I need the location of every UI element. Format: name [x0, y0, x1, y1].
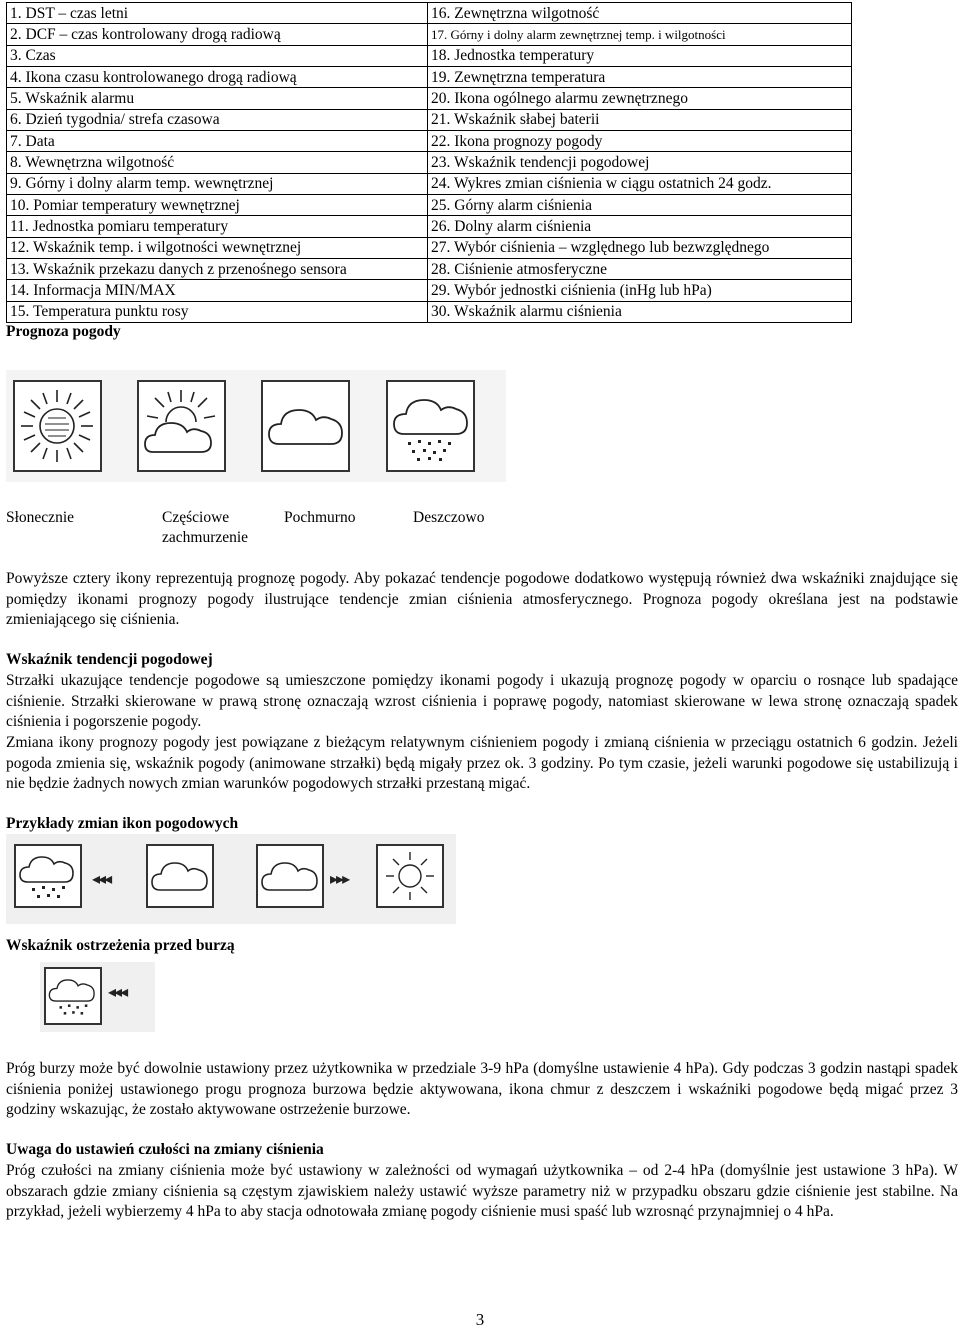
legend-item-left: 10. Pomiar temperatury wewnętrznej: [7, 195, 428, 216]
legend-row: [7, 301, 852, 322]
page-number: 3: [475, 1310, 485, 1329]
legend-item-left: 13. Wskaźnik przekazu danych z przenośnego sensora: [7, 259, 428, 280]
legend-item-right: 19. Zewnętrzna temperatura: [428, 67, 852, 88]
rain-cloud-icon: [386, 380, 475, 472]
forecast-paragraph: Powyższe cztery ikony reprezentują prognozę pogody. Aby pokazać tendencje pogodowe dodatkowo występują również dwa wskaźniki znajdujące się pomiędzy ikonami prognozy pogody ilustrujące tendencje zmian ciśnienia atmosferycznego. Prognoza pogody określana jest na podstawie zmieniającego się ciśnienia.: [6, 570, 958, 628]
legend-item-right: 26. Dolny alarm ciśnienia: [428, 216, 852, 237]
caption-partly-line2: zachmurzenie: [162, 529, 249, 546]
legend-item-right: 22. Ikona prognozy pogody: [428, 131, 852, 152]
legend-row: [7, 195, 852, 216]
legend-item-right: 20. Ikona ogólnego alarmu zewnętrznego: [428, 88, 852, 109]
legend-item-right: 17. Górny i dolny alarm zewnętrznej temp. i wilgotności: [428, 24, 852, 45]
right-arrows-icon: ▸▸▸: [330, 871, 349, 888]
legend-body: [7, 3, 852, 323]
legend-item-right: 29. Wybór jednostki ciśnienia (inHg lub hPa): [428, 280, 852, 301]
tendency-paragraph-2: Zmiana ikony prognozy pogody jest powiązane z bieżącym relatywnym ciśnieniem pogody i zmianą ciśnienia w przeciągu ostatnich 6 godzin. Jeżeli pogoda zmienia się, wskaźnik pogody (animowane strzałki) będą migały przez ok. 3 godziny. Po tym czasie, jeżeli warunki pogodowe się ustabilizują i nie będzie żadnych nowych zmian warunków pogodowych strzałki przestaną migać.: [6, 734, 958, 792]
sensitivity-paragraph: Próg czułości na zmiany ciśnienia może być ustawiony w zależności od wymagań użytkownika – od 2-4 hPa (domyślnie jest ustawione 3 hPa). W obszarach gdzie zmiany ciśnienia są częstym zjawiskiem należy ustawić wyższe parametry niż w przypadku obszaru gdzie ciśnienie jest stabilne. Na przykład, jeżeli wybierzemy 4 hPa to aby stacja odnotowała zmianę pogody ciśnienie musi spaść lub wzrosnąć przynajmniej o 4 hPa.: [6, 1162, 958, 1220]
legend-item-right: 21. Wskaźnik słabej baterii: [428, 109, 852, 130]
storm-paragraph: Próg burzy może być dowolnie ustawiony przez użytkownika w przedziale 3-9 hPa (domyślne ustawienie 4 hPa). Gdy podczas 3 godzin nastąpi spadek ciśnienia poniżej ustawionego progu prognoza burzowa będzie aktywowana, ikona chmur z deszczem i wskaźniki pogodowe będą migać przez 3 godziny wskazując, że zostało aktywowane ostrzeżenie burzowe.: [6, 1060, 958, 1118]
legend-row: [7, 280, 852, 301]
legend-row: [7, 88, 852, 109]
rain-cloud-icon: [44, 967, 102, 1025]
legend-item-left: 9. Górny i dolny alarm temp. wewnętrznej: [7, 173, 428, 194]
legend-item-left: 6. Dzień tygodnia/ strefa czasowa: [7, 109, 428, 130]
legend-row: [7, 109, 852, 130]
cloud-icon: [256, 844, 324, 908]
legend-row: [7, 45, 852, 66]
legend-item-right: 30. Wskaźnik alarmu ciśnienia: [428, 301, 852, 322]
legend-item-left: 11. Jednostka pomiaru temperatury: [7, 216, 428, 237]
legend-row: [7, 173, 852, 194]
legend-table: [6, 2, 852, 323]
legend-row: [7, 237, 852, 258]
legend-item-right: 23. Wskaźnik tendencji pogodowej: [428, 152, 852, 173]
legend-item-right: 28. Ciśnienie atmosferyczne: [428, 259, 852, 280]
sun-icon: [376, 844, 444, 908]
legend-item-left: 1. DST – czas letni: [7, 3, 428, 24]
storm-indicator-strip: [40, 962, 155, 1032]
legend-item-left: 8. Wewnętrzna wilgotność: [7, 152, 428, 173]
cloud-icon: [261, 380, 350, 472]
legend-item-right: 27. Wybór ciśnienia – względnego lub bezwzględnego: [428, 237, 852, 258]
legend-item-right: 18. Jednostka temperatury: [428, 45, 852, 66]
tendency-heading: Wskaźnik tendencji pogodowej: [6, 651, 213, 668]
legend-item-left: 4. Ikona czasu kontrolowanego drogą radiową: [7, 67, 428, 88]
legend-row: [7, 67, 852, 88]
cloud-icon: [146, 844, 214, 908]
legend-item-left: 15. Temperatura punktu rosy: [7, 301, 428, 322]
legend-item-left: 3. Czas: [7, 45, 428, 66]
legend-row: [7, 216, 852, 237]
examples-heading: Przykłady zmian ikon pogodowych: [6, 815, 239, 832]
legend-row: [7, 24, 852, 45]
legend-item-left: 12. Wskaźnik temp. i wilgotności wewnętrznej: [7, 237, 428, 258]
sensitivity-heading: Uwaga do ustawień czułości na zmiany ciśnienia: [6, 1141, 324, 1158]
legend-item-right: 25. Górny alarm ciśnienia: [428, 195, 852, 216]
forecast-icons-strip: [6, 370, 506, 482]
legend-item-right: 16. Zewnętrzna wilgotność: [428, 3, 852, 24]
caption-partly-line1: Częściowe: [162, 509, 230, 526]
caption-partly-cloudy: [162, 508, 248, 548]
tendency-paragraph-1: Strzałki ukazujące tendencje pogodowe są umieszczone pomiędzy ikonami pogody i ukazują prognozę pogody w oparciu o rosnące lub spadające ciśnienie. Strzałki skierowane w prawą stronę oznaczają wzrost ciśnienia i poprawę pogody, natomiast skierowane w lewa stronę oznaczają spadek ciśnienia i pogorszenie pogody.: [6, 672, 958, 730]
storm-heading: Wskaźnik ostrzeżenia przed burzą: [6, 937, 235, 954]
legend-row: [7, 131, 852, 152]
caption-sunny: Słonecznie: [6, 509, 75, 526]
legend-item-left: 7. Data: [7, 131, 428, 152]
left-arrows-icon: ◂◂◂: [108, 984, 127, 1001]
legend-item-left: 2. DCF – czas kontrolowany drogą radiową: [7, 24, 428, 45]
sun-icon: [13, 380, 102, 472]
legend-row: [7, 3, 852, 24]
examples-strip: [6, 834, 456, 924]
caption-rainy: Deszczowo: [413, 509, 485, 526]
legend-item-left: 5. Wskaźnik alarmu: [7, 88, 428, 109]
rain-cloud-icon: [14, 844, 82, 908]
legend-item-left: 14. Informacja MIN/MAX: [7, 280, 428, 301]
caption-cloudy: Pochmurno: [284, 509, 356, 526]
partly-cloudy-icon: [137, 380, 226, 472]
legend-item-right: 24. Wykres zmian ciśnienia w ciągu ostatnich 24 godz.: [428, 173, 852, 194]
left-arrows-icon: ◂◂◂: [92, 871, 111, 888]
forecast-heading: Prognoza pogody: [6, 323, 121, 340]
legend-row: [7, 152, 852, 173]
legend-row: [7, 259, 852, 280]
